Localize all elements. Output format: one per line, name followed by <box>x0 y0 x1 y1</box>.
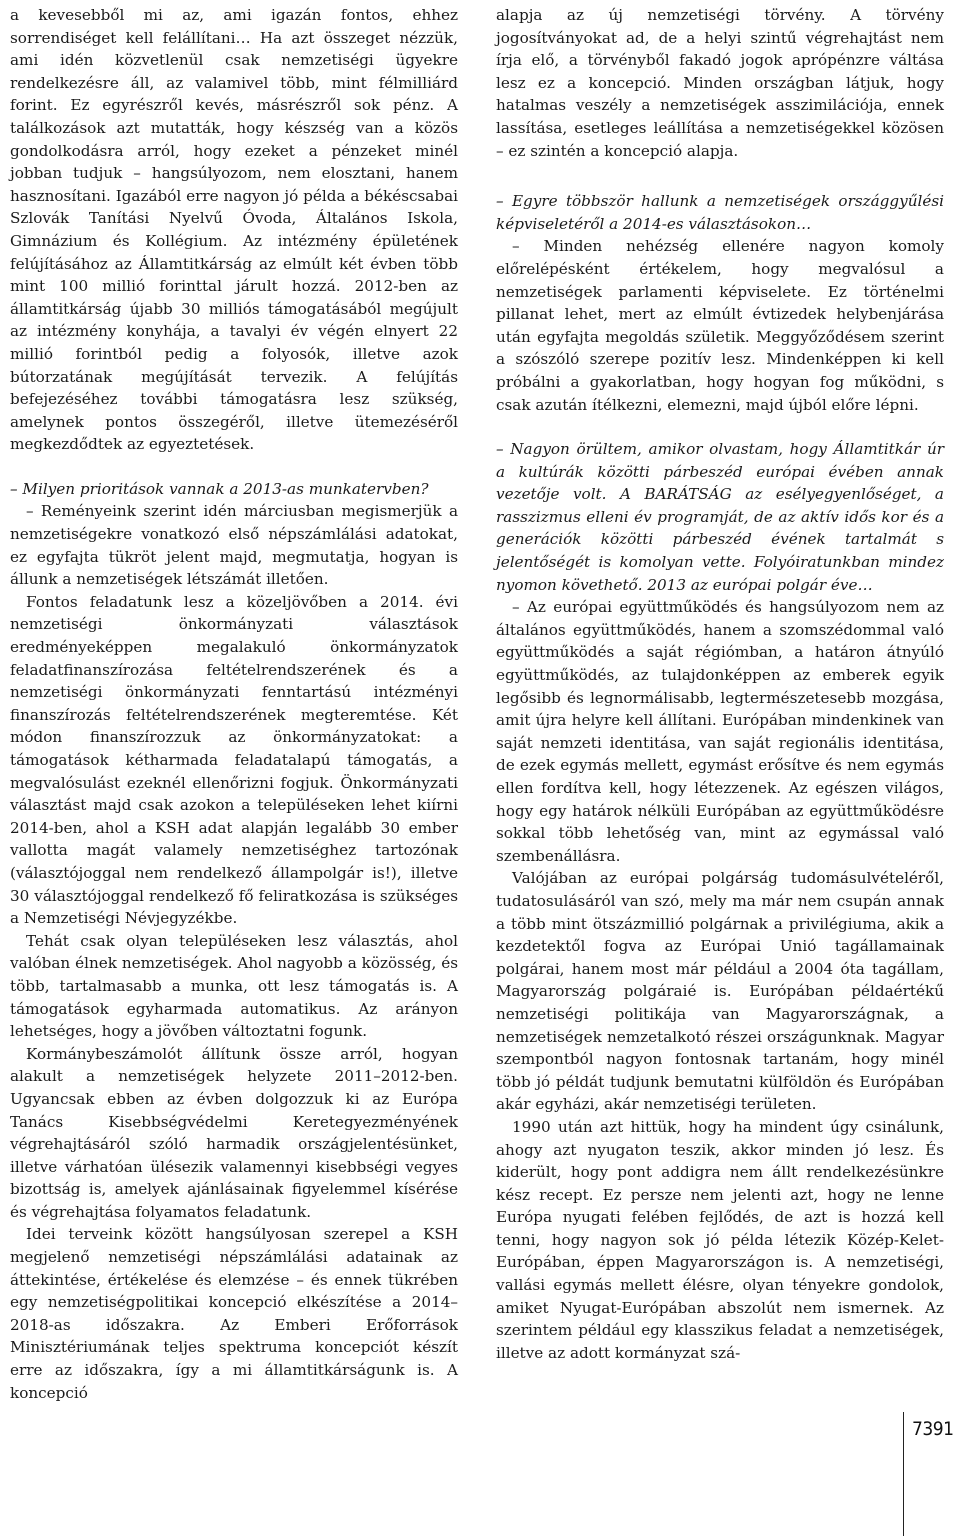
paragraph: Idei terveink között hangsúlyosan szerepel a KSH megjelenő nemzetiségi népszámlálási adatainak az áttekintése, értékelése és elemzése – és ennek tükrében egy nemzetiségpolitikai koncepció elkészítése a 2014–2018-as időszakra. Az Emberi Erőforrások Minisztériumának teljes spektruma koncepciót készít erre az időszakra, így a mi államtitkárságunk is. A koncepció <box>10 1225 458 1402</box>
interview-question: – Nagyon örültem, amikor olvastam, hogy Államtitkár úr a kultúrák közötti párbeszéd európai évében annak vezetője volt. A BARÁTSÁG az esélyegyenlőséget, a rasszizmus elleni év programját, de az aktív idős kor és a generációk közötti párbeszéd évének tartalmát s jelentőségét is komolyan vette. Folyóiratunkban mindez nyomon követhető. 2013 az európai polgár éve… <box>496 440 944 594</box>
paragraph: Valójában az európai polgárság tudomásulvételéről, tudatosulásáról van szó, mely ma már nem csupán annak a több mint ötszázmillió polgárnak a privilégiuma, akik a kezdetektől fogva az Európai Unió tagállamainak polgárai, hanem most már például a 2004 óta tagállam, Magyarország polgáraié is. Európában példaértékű nemzetiségi politikája van Magyarországnak, a nemzetiségek nemzetalkotó részei országunknak. Magyar szempontból nagyon fontosnak tartanám, hogy minél több jó példát tudjunk bemutatni külföldön és Európában akár egyházi, akár nemzetiségi területen. <box>496 869 944 1114</box>
interview-answer: – Az európai együttműködés és hangsúlyozom nem az általános együttműködés, hanem a szomszédommal való együttműködés a saját régiómban, a határon átnyúló együttműködés, az tulajdonképpen az emberek egyik legősibb és legnormálisabb, legtermészetesebb mozgása, amit újra helyre kell állítani. Európában mindenkinek van saját nemzeti identitása, van saját regionális identitása, de ezek egymás mellett, egymást erősítve és nem egymás ellen fordítva kell, hogy létezzenek. Az egészen világos, hogy egy határok nélküli Európában az együttműködésre sokkal több lehetőség van, mint az egymással való szembenállásra. <box>496 598 944 865</box>
paragraph: 1990 után azt hittük, hogy ha mindent úgy csinálunk, ahogy azt nyugaton teszik, akkor minden jó lesz. És kiderült, hogy pont addigra nem állt rendelkezésünkre kész recept. Ez persze nem jelenti azt, hogy ne lenne Európa nyugati felében fejlődés, de azt is hozzá kell tenni, hogy nagyon sok jó példa létezik Közép-Kelet-Európában, éppen Magyarországon is. A nemzetiségi, vallási egymás mellett élésre, olyan tényekre gondolok, amiket Nyugat-Európában abszolút nem ismernek. Az szerintem például egy klasszikus feladat a nemzetiségek, illetve az adott kormányzat szá- <box>496 1117 944 1362</box>
page-number-divider <box>903 1412 904 1536</box>
paragraph-continued: alapja az új nemzetiségi törvény. A törvény jogosítványokat ad, de a helyi szintű végrehajtást nem írja elő, a törvényből fakadó jogok aprópénzre váltása lesz ez a koncepció. Minden országban látjuk, hogy hatalmas veszély a nemzetiségek asszimilációja, ennek lassítása, esetleges leállítása a nemzetiségekkel közösen – ez szintén a koncepció alapja. <box>496 6 944 160</box>
paragraph-continued: a kevesebből mi az, ami igazán fontos, ehhez sorrendiséget kell felállítani… Ha azt összeget nézzük, ami idén közvetlenül csak nemzetiségi ügyekre rendelkezésre áll, az valamivel több, mint félmilliárd forint. Ez egyrészről kevés, másrészről sok pénz. A találkozások azt mutatták, hogy készség van a közös gondolkodásra arról, hogy ezeket a pénzeket minél jobban tudjuk – hangsúlyozom, nem elosztani, hanem hasznosítani. Igazából erre nagyon jó példa a békéscsabai Szlovák Tanítási Nyelvű Óvoda, Általános Iskola, Gimnázium és Kollégium. Az intézmény épületének felújításához az Államtitkárság az elmúlt két évben több mint 100 millió forinttal járult hozzá. 2012-ben az államtitkárság újabb 30 milliós támogatásából megújult az intézmény konyhája, a tavalyi év végén elnyert 22 millió forintból pedig a folyosók, illetve azok bútorzatának megújítását tervezik. A felújítás befejezéséhez további támogatásra lesz szükség, amelynek pontos összegéről, illetve ütemezéséről megkezdődtek az egyeztetések. <box>10 6 458 454</box>
interview-question: – Egyre többször hallunk a nemzetiségek országgyűlési képviseletéről a 2014-es választásokon… <box>496 192 944 233</box>
right-text-column <box>496 4 944 1364</box>
left-text-column <box>10 4 458 1404</box>
interview-answer: – Reményeink szerint idén márciusban megismerjük a nemzetiségekre vonatkozó első népszámlálási adatokat, ez egyfajta tükröt jelent majd, megmutatja, hogyan is állunk a nemzetiségek létszámát illetően. <box>10 502 458 589</box>
interview-question: – Milyen prioritások vannak a 2013-as munkatervben? <box>10 479 429 498</box>
page-number: 7391 <box>912 1418 954 1440</box>
paragraph: Kormánybeszámolót állítunk össze arról, hogyan alakult a nemzetiségek helyzete 2011–2012-ben. Ugyancsak ebben az évben dolgozzuk ki az Európa Tanács Kisebbségvédelmi Keretegyezményének végrehajtásáról szóló harmadik országjelentésünket, illetve várhatóan ülésezik valamennyi kisebbségi vegyes bizottság is, amelyek ajánlásainak figyelemmel kísérése és végrehajtása folyamatos feladatunk. <box>10 1044 458 1221</box>
interview-answer: – Minden nehézség ellenére nagyon komoly előrelépésként értékelem, hogy megvalósul a nemzetiségek parlamenti képviselete. Ez történelmi pillanat lehet, mert az elmúlt évtizedek helybenjárása után egyfajta megoldás születik. Meggyőződésem szerint a szószóló szerepe pozitív lesz. Mindenképpen ki kell próbálni a gyakorlatban, hogy hogyan fog működni, s csak azután ítélkezni, elemezni, majd újból előre lépni. <box>496 237 944 414</box>
paragraph: Fontos feladatunk lesz a közeljövőben a 2014. évi nemzetiségi önkormányzati választások eredményeképpen megalakuló önkormányzatok feladatfinanszírozása feltételrendszerének és a nemzetiségi önkormányzati fenntartású intézményi finanszírozás feltételrendszerének megteremtése. Két módon finanszírozzuk az önkormányzatokat: a támogatások kétharmada feladatalapú támogatás, a megvalósulást ezeknél ellenőrizni fogjuk. Önkormányzati választást majd csak azokon a településeken lehet kiírni 2014-ben, ahol a KSH adat alapján legalább 30 ember vallotta magát valamely nemzetiséghez tartozónak (választójoggal nem rendelkező állampolgár is!), illetve 30 választójoggal rendelkező fő feliratkozása is szükséges a Nemzetiségi Névjegyzékbe. <box>10 592 458 928</box>
paragraph: Tehát csak olyan településeken lesz választás, ahol valóban élnek nemzetiségek. Ahol nagyobb a közösség, és több, tartalmasabb a munka, ott lesz támogatás is. A támogatások egyharmada automatikus. Az arányon lehetséges, hogy a jövőben változtatni fogunk. <box>10 931 458 1041</box>
